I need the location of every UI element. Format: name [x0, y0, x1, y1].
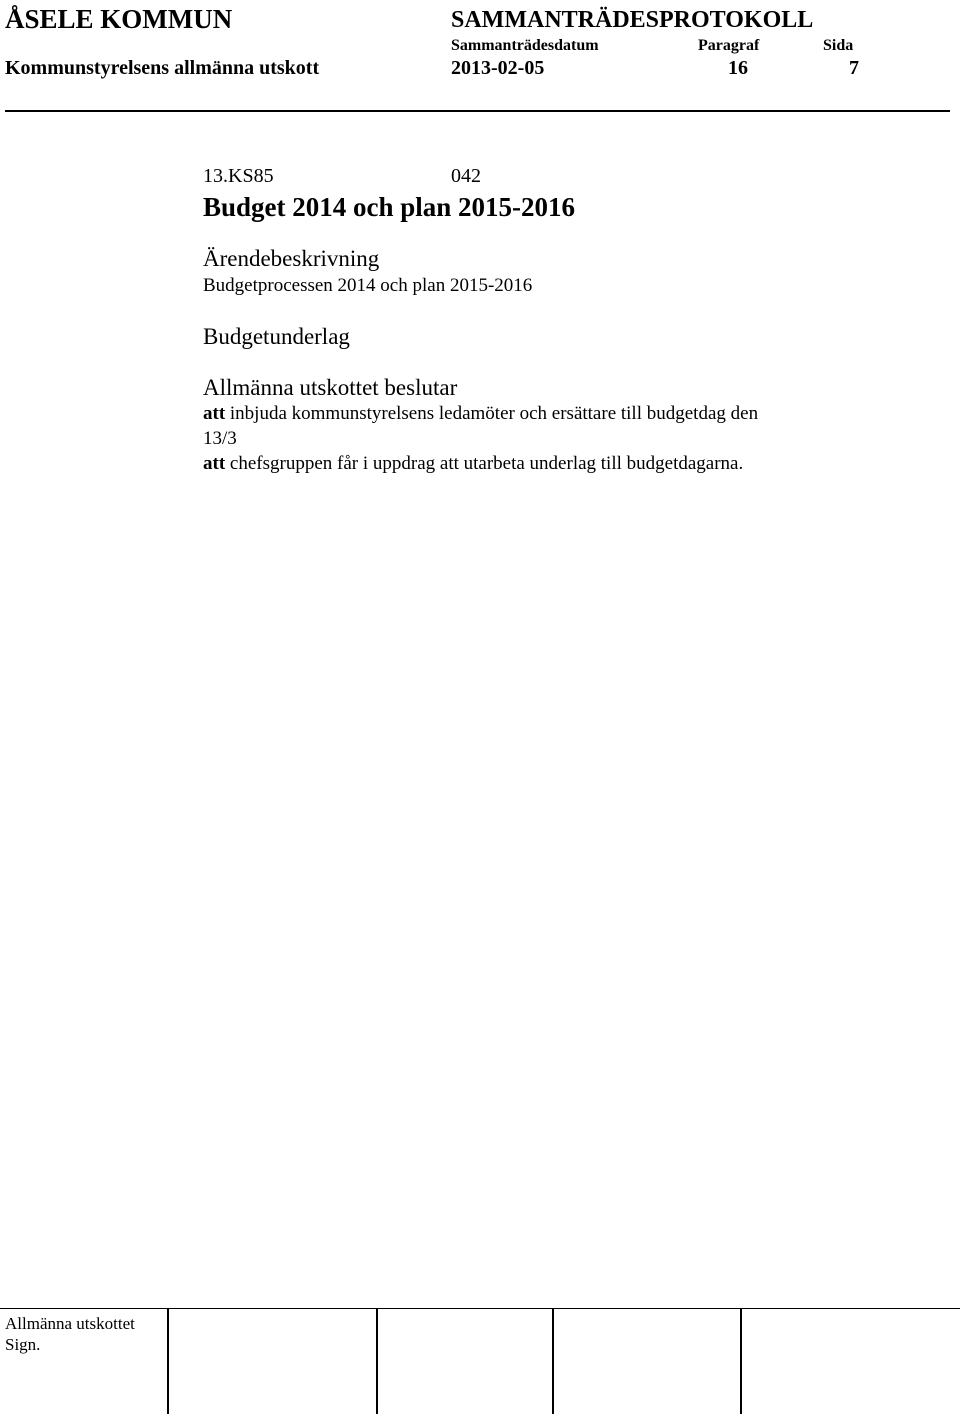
committee-name: Kommunstyrelsens allmänna utskott	[5, 57, 320, 79]
footer-committee: Allmänna utskottet	[5, 1314, 135, 1333]
signature-box-divider	[376, 1308, 378, 1414]
date-label: Sammanträdesdatum	[451, 37, 599, 54]
decision-item-1	[203, 402, 758, 426]
item-title: Budget 2014 och plan 2015-2016	[203, 192, 576, 222]
basis-heading: Budgetunderlag	[203, 324, 350, 349]
page-label: Sida	[823, 37, 854, 54]
decision-prefix: att	[203, 403, 226, 424]
description-text: Budgetprocessen 2014 och plan 2015-2016	[203, 275, 533, 296]
document-type: SAMMANTRÄDESPROTOKOLL	[451, 7, 814, 33]
header-divider	[5, 110, 950, 112]
signature-box-divider	[167, 1308, 169, 1414]
footer-divider	[0, 1308, 960, 1309]
decision-text: chefsgruppen får i uppdrag att utarbeta underlag till budgetdagarna.	[225, 453, 744, 474]
signature-box-divider	[552, 1308, 554, 1414]
item-number: 13.KS85	[203, 165, 274, 187]
signature-box-divider	[740, 1308, 742, 1414]
decision-item-2	[203, 452, 743, 476]
organization-name: ÅSELE KOMMUN	[5, 4, 233, 34]
page-number: 7	[849, 57, 859, 79]
paragraph-number: 16	[728, 57, 748, 79]
sign-label: Sign.	[5, 1335, 41, 1354]
decision-text: inbjuda kommunstyrelsens ledamöter och ersättare till budgetdag den	[225, 403, 759, 424]
decision-prefix: att	[203, 453, 226, 474]
decision-heading: Allmänna utskottet beslutar	[203, 375, 458, 400]
meeting-date: 2013-02-05	[451, 57, 545, 79]
item-code: 042	[451, 165, 481, 187]
description-heading: Ärendebeskrivning	[203, 246, 380, 271]
decision-item-1-continuation: 13/3	[203, 428, 237, 449]
paragraph-label: Paragraf	[698, 37, 760, 54]
